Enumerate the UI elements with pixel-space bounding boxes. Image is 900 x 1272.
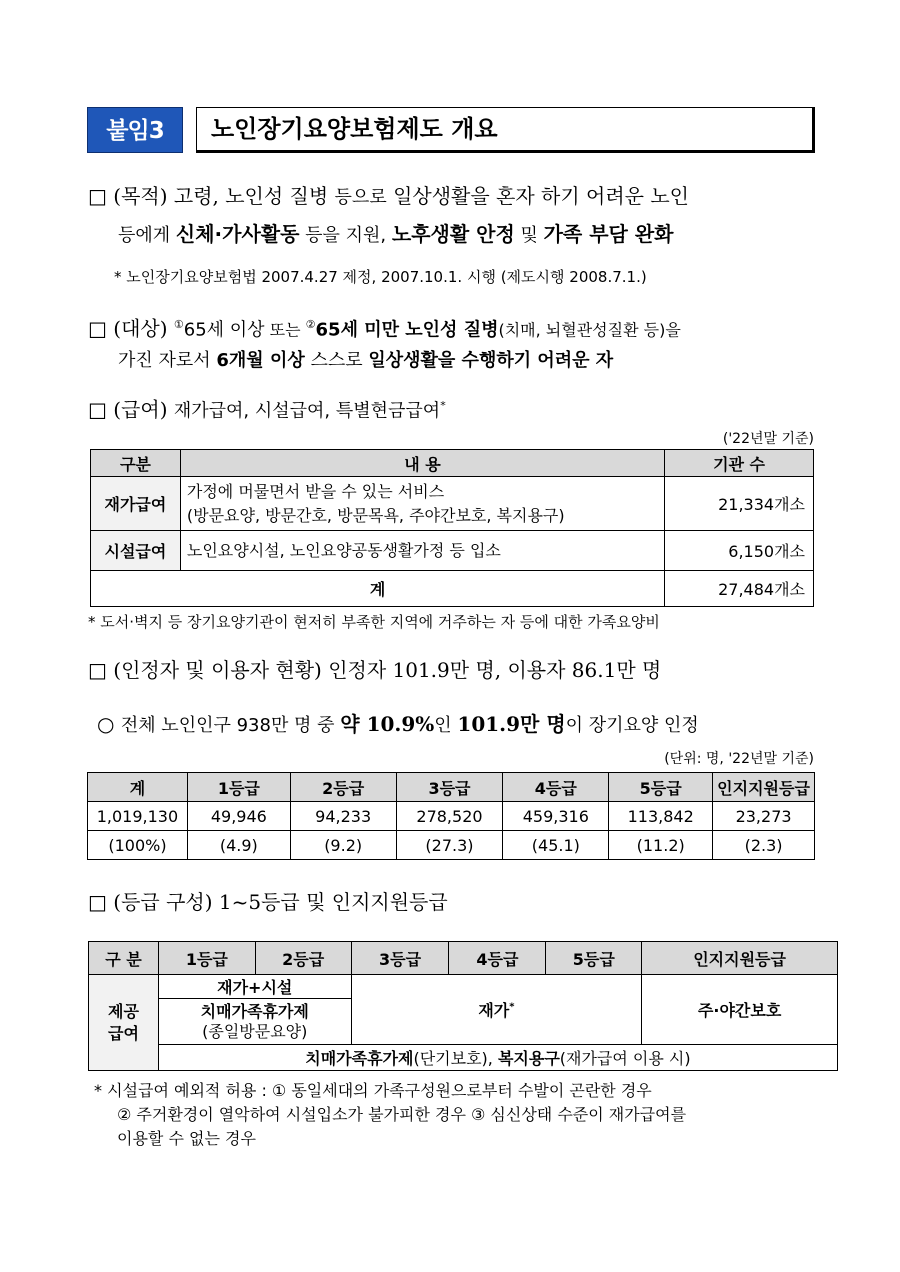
table2-unit: (단위: 명, '22년말 기준) bbox=[664, 751, 814, 767]
table-row: 1,019,130 49,946 94,233 278,520 459,316 113,842 23,273 bbox=[88, 802, 815, 831]
footnote-line-3: 이용할 수 없는 경우 bbox=[117, 1129, 256, 1148]
footnote-line-1: * 시설급여 예외적 허용 : ① 동일세대의 가족구성원으로부터 수발이 곤란한 경우 bbox=[94, 1081, 652, 1100]
target-line-1: □ (대상) ①65세 이상 또는 ②65세 미만 노인성 질병(치매, 뇌혈관성질환 등)을 bbox=[88, 316, 681, 341]
purpose-head: (목적) bbox=[113, 184, 168, 208]
table-header-row: 구 분 1등급 2등급 3등급 4등급 5등급 인지지원등급 bbox=[89, 942, 838, 975]
table-total-row: 계 27,484개소 bbox=[91, 571, 814, 607]
table-row: (100%) (4.9) (9.2) (27.3) (45.1) (11.2) (2.3) bbox=[88, 831, 815, 860]
grade-composition-table bbox=[88, 941, 838, 1071]
target-head: (대상) bbox=[113, 316, 168, 341]
benefit-head: (급여) bbox=[113, 397, 168, 422]
page-title: 노인장기요양보험제도 개요 bbox=[196, 107, 815, 153]
target-line-2: 가진 자로서 6개월 이상 스스로 일상생활을 수행하기 어려운 자 bbox=[118, 350, 614, 371]
attachment-badge: 붙임3 bbox=[87, 107, 183, 153]
benefit-line: □ (급여) 재가급여, 시설급여, 특별현금급여* bbox=[88, 397, 446, 422]
grade-head: (등급 구성) bbox=[113, 890, 213, 914]
table-row: 시설급여 노인요양시설, 노인요양공동생활가정 등 입소 6,150개소 bbox=[91, 531, 814, 571]
table-header-row: 계 1등급 2등급 3등급 4등급 5등급 인지지원등급 bbox=[88, 773, 815, 802]
status-sub-line: ○ 전체 노인인구 938만 명 중 약 10.9%인 101.9만 명이 장기요양 인정 bbox=[97, 712, 699, 736]
law-note: * 노인장기요양보험법 2007.4.27 제정, 2007.10.1. 시행 (제도시행 2008.7.1.) bbox=[114, 268, 647, 286]
footnote-line-2: ② 주거환경이 열악하여 시설입소가 불가피한 경우 ③ 심신상태 수준이 재가급여를 bbox=[117, 1105, 687, 1124]
grade-line: □ (등급 구성) 1~5등급 및 인지지원등급 bbox=[88, 890, 448, 914]
checkbox-bullet: □ bbox=[88, 184, 107, 208]
status-head: (인정자 및 이용자 현황) bbox=[113, 658, 322, 682]
table-row: 재가급여 가정에 머물면서 받을 수 있는 서비스 (방문요양, 방문간호, 방문목욕, 주야간보호, 복지용구) 21,334개소 bbox=[91, 477, 814, 531]
purpose-line-2: 등에게 신체·가사활동 등을 지원, 노후생활 안정 및 가족 부담 완화 bbox=[118, 222, 674, 246]
table-row: 치매가족휴가제(단기보호), 복지용구(재가급여 이용 시) bbox=[89, 1045, 838, 1071]
table1-unit: ('22년말 기준) bbox=[722, 431, 814, 447]
table-row: 치매가족휴가제 (종일방문요양) bbox=[89, 999, 838, 1045]
table1-note: * 도서·벽지 등 장기요양기관이 현저히 부족한 지역에 거주하는 자 등에 대한 가족요양비 bbox=[88, 613, 660, 631]
table-row: 제공 급여 재가+시설 재가* 주·야간보호 bbox=[89, 975, 838, 999]
table-header-row: 구분 내 용 기관 수 bbox=[91, 450, 814, 477]
benefit-table bbox=[90, 449, 814, 607]
purpose-line-1: □ (목적) 고령, 노인성 질병 등으로 일상생활을 혼자 하기 어려운 노인 bbox=[88, 184, 689, 208]
grade-count-table bbox=[87, 772, 815, 860]
status-line: □ (인정자 및 이용자 현황) 인정자 101.9만 명, 이용자 86.1만 명 bbox=[88, 658, 662, 682]
